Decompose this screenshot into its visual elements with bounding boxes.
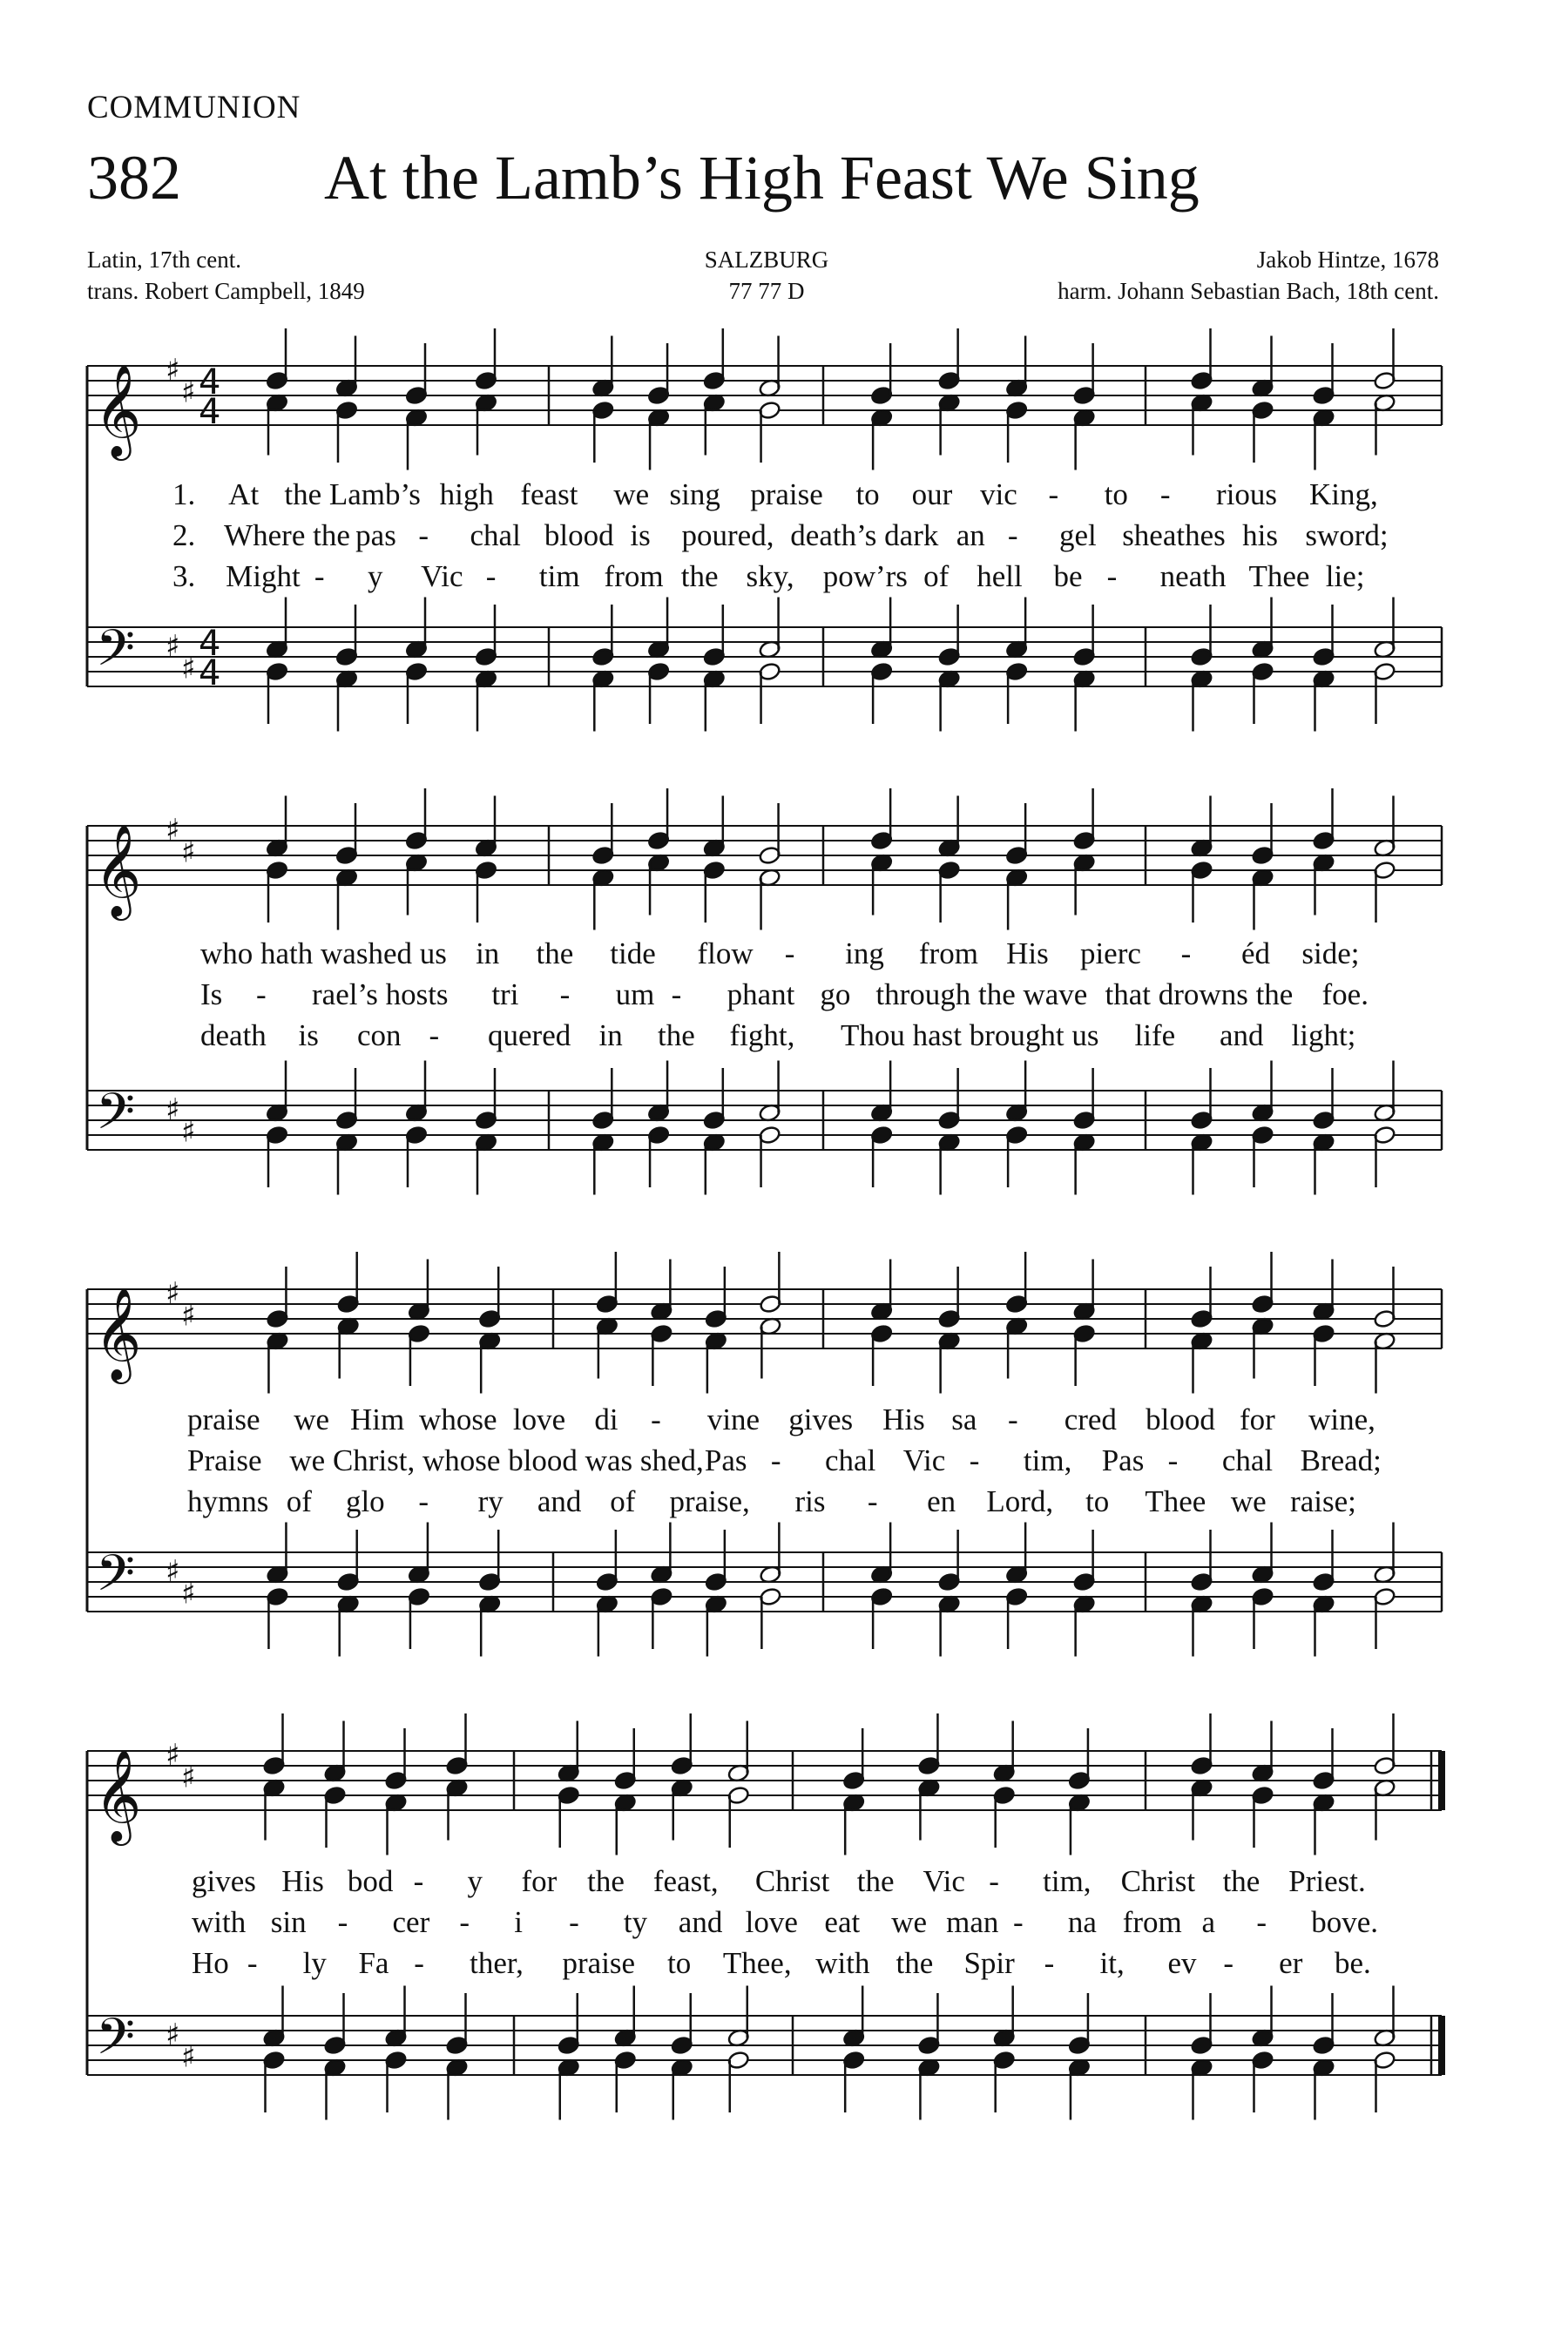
lyric-syllable: the Lamb’s bbox=[284, 477, 421, 511]
lyric-syllable: - bbox=[1167, 1443, 1179, 1477]
lyric-syllable: pas bbox=[355, 518, 396, 552]
lyric-syllable: rious bbox=[1216, 477, 1278, 511]
lyric-syllable: lie; bbox=[1325, 559, 1365, 593]
tune-name: SALZBURG bbox=[704, 247, 829, 273]
lyric-syllable: cer bbox=[392, 1905, 430, 1939]
lyric-syllable: Him bbox=[349, 1402, 405, 1436]
lyric-syllable: - bbox=[784, 936, 795, 970]
lyric-syllable: ing bbox=[845, 936, 884, 970]
lyric-syllable: i bbox=[514, 1905, 523, 1939]
lyric-syllable: ly bbox=[302, 1946, 327, 1980]
lyric-syllable: with bbox=[192, 1905, 247, 1939]
lyric-syllable: At bbox=[228, 477, 260, 511]
lyric-syllable: an bbox=[956, 518, 985, 552]
lyric-syllable: from bbox=[918, 936, 978, 970]
lyric-syllable: bod bbox=[347, 1864, 394, 1898]
lyric-syllable: y bbox=[467, 1864, 483, 1898]
lyric-syllable: - bbox=[1223, 1946, 1233, 1980]
lyric-syllable: and bbox=[1220, 1018, 1264, 1052]
lyric-syllable: Priest. bbox=[1288, 1864, 1366, 1898]
lyric-syllable: glo bbox=[345, 1484, 385, 1518]
lyric-syllable: - bbox=[413, 1864, 424, 1898]
lyric-syllable: gel bbox=[1058, 518, 1097, 552]
lyric-syllable: - bbox=[1106, 559, 1118, 593]
lyric-syllable: wine, bbox=[1308, 1402, 1375, 1436]
lyric-line bbox=[0, 559, 1568, 601]
lyric-syllable: tide bbox=[610, 936, 656, 970]
lyric-syllable: from bbox=[604, 559, 664, 593]
bass-clef-icon: 𝄢 bbox=[96, 618, 136, 690]
lyric-syllable: sin bbox=[270, 1905, 307, 1939]
lyric-syllable: gives bbox=[788, 1402, 854, 1436]
lyric-line bbox=[0, 518, 1568, 560]
lyric-syllable: whose bbox=[419, 1402, 497, 1436]
lyric-syllable: death bbox=[200, 1018, 267, 1052]
lyric-line bbox=[0, 977, 1568, 1019]
lyric-line bbox=[0, 477, 1568, 519]
lyric-syllable: Might bbox=[226, 559, 301, 593]
lyric-syllable: bove. bbox=[1311, 1905, 1379, 1939]
lyric-syllable: hymns bbox=[187, 1484, 269, 1518]
lyric-syllable: of bbox=[923, 559, 950, 593]
lyric-syllable: na bbox=[1067, 1905, 1097, 1939]
lyric-syllable: praise bbox=[750, 477, 823, 511]
lyric-syllable: hell bbox=[977, 559, 1023, 593]
lyric-syllable: - bbox=[770, 1443, 781, 1477]
lyric-syllable: - bbox=[459, 1905, 470, 1939]
lyric-syllable: en bbox=[927, 1484, 956, 1518]
sharp-icon: ♯ bbox=[166, 813, 180, 848]
lyric-syllable: blood bbox=[1146, 1402, 1215, 1436]
lyric-syllable: er bbox=[1279, 1946, 1303, 1980]
lyric-syllable: the bbox=[658, 1018, 695, 1052]
lyric-syllable: di bbox=[594, 1402, 618, 1436]
lyric-syllable: to bbox=[1085, 1484, 1110, 1518]
lyric-syllable: Vic bbox=[421, 559, 463, 593]
lyric-syllable: for bbox=[521, 1864, 558, 1898]
lyric-line bbox=[0, 936, 1568, 978]
lyric-syllable: high bbox=[439, 477, 494, 511]
treble-clef-icon: 𝄞 bbox=[94, 363, 142, 456]
lyric-syllable: the bbox=[536, 936, 574, 970]
lyric-syllable: tim, bbox=[1043, 1864, 1092, 1898]
text-source: Latin, 17th cent. bbox=[87, 247, 241, 273]
lyric-syllable: um bbox=[615, 977, 655, 1011]
lyric-syllable: sword; bbox=[1305, 518, 1389, 552]
sharp-icon: ♯ bbox=[181, 1576, 196, 1612]
lyric-syllable: be. bbox=[1334, 1946, 1371, 1980]
lyric-syllable: Thou hast brought us bbox=[841, 1018, 1099, 1052]
lyric-line bbox=[0, 1443, 1568, 1485]
lyric-syllable: - bbox=[1048, 477, 1059, 511]
lyric-syllable: we Christ, whose blood was shed, bbox=[289, 1443, 704, 1477]
lyric-syllable: - bbox=[314, 559, 325, 593]
lyric-syllable: in bbox=[476, 936, 500, 970]
lyric-syllable: who hath washed us bbox=[200, 936, 447, 970]
sharp-icon: ♯ bbox=[181, 375, 196, 410]
sharp-icon: ♯ bbox=[166, 2017, 180, 2053]
lyric-syllable: Spir bbox=[963, 1946, 1015, 1980]
lyric-syllable: - bbox=[1044, 1946, 1055, 1980]
lyric-syllable: Vic bbox=[923, 1864, 965, 1898]
time-signature-bottom: 4 bbox=[199, 392, 221, 432]
meter: 77 77 D bbox=[728, 278, 805, 304]
lyric-syllable: to bbox=[1104, 477, 1128, 511]
lyric-syllable: - bbox=[1159, 477, 1171, 511]
lyric-syllable: 1. bbox=[172, 477, 196, 511]
lyric-syllable: praise, bbox=[669, 1484, 750, 1518]
lyric-syllable: Thee, bbox=[722, 1946, 792, 1980]
lyric-syllable: Where the bbox=[224, 518, 350, 552]
lyric-syllable: foe. bbox=[1321, 977, 1369, 1011]
lyric-syllable: ty bbox=[623, 1905, 648, 1939]
lyric-syllable: the bbox=[680, 559, 719, 593]
lyric-syllable: cred bbox=[1064, 1402, 1117, 1436]
lyric-syllable: we bbox=[613, 477, 650, 511]
hymn-title: At the Lamb’s High Feast We Sing bbox=[324, 143, 1200, 213]
lyric-syllable: Bread; bbox=[1300, 1443, 1382, 1477]
lyric-syllable: His bbox=[281, 1864, 324, 1898]
lyric-syllable: Pas bbox=[1101, 1443, 1145, 1477]
lyric-syllable: his bbox=[1242, 518, 1278, 552]
lyric-syllable: - bbox=[989, 1864, 999, 1898]
lyric-syllable: rael’s hosts bbox=[312, 977, 449, 1011]
lyric-syllable: with bbox=[815, 1946, 870, 1980]
lyric-syllable: light; bbox=[1291, 1018, 1356, 1052]
lyric-syllable: - bbox=[671, 977, 682, 1011]
hymn-number: 382 bbox=[87, 143, 181, 213]
sharp-icon: ♯ bbox=[166, 629, 180, 665]
lyric-syllable: pierc bbox=[1079, 936, 1141, 970]
lyric-syllable: chal bbox=[825, 1443, 876, 1477]
sharp-icon: ♯ bbox=[166, 353, 180, 389]
lyric-syllable: we bbox=[891, 1905, 928, 1939]
lyric-syllable: life bbox=[1134, 1018, 1176, 1052]
translator: trans. Robert Campbell, 1849 bbox=[87, 278, 365, 304]
lyric-syllable: - bbox=[337, 1905, 348, 1939]
lyric-syllable: side; bbox=[1301, 936, 1360, 970]
lyric-syllable: con bbox=[357, 1018, 402, 1052]
lyric-syllable: His bbox=[882, 1402, 925, 1436]
lyric-syllable: the bbox=[587, 1864, 625, 1898]
lyric-syllable: sheathes bbox=[1122, 518, 1226, 552]
lyric-syllable: eat bbox=[824, 1905, 861, 1939]
lyric-syllable: be bbox=[1053, 559, 1083, 593]
sharp-icon: ♯ bbox=[166, 1276, 180, 1312]
lyric-syllable: - bbox=[569, 1905, 579, 1939]
bass-clef-icon: 𝄢 bbox=[96, 1544, 136, 1615]
lyric-syllable: and bbox=[537, 1484, 582, 1518]
lyric-line bbox=[0, 1946, 1568, 1988]
lyric-syllable: - bbox=[418, 518, 429, 552]
sharp-icon: ♯ bbox=[181, 2039, 196, 2075]
lyric-syllable: feast, bbox=[652, 1864, 719, 1898]
lyric-syllable: death’s dark bbox=[790, 518, 939, 552]
time-signature-top: 4 bbox=[199, 362, 221, 402]
lyric-syllable: ris bbox=[794, 1484, 826, 1518]
lyric-syllable: poured, bbox=[681, 518, 774, 552]
sharp-icon: ♯ bbox=[181, 651, 196, 686]
lyric-syllable: through the wave bbox=[875, 977, 1088, 1011]
lyric-syllable: chal bbox=[470, 518, 521, 552]
treble-clef-icon: 𝄞 bbox=[94, 1287, 142, 1380]
lyric-syllable: - bbox=[1007, 1402, 1018, 1436]
lyric-syllable: Ho bbox=[192, 1946, 229, 1980]
lyric-syllable: vic bbox=[980, 477, 1017, 511]
lyric-syllable: tri bbox=[491, 977, 519, 1011]
lyric-syllable: Christ bbox=[1120, 1864, 1196, 1898]
lyric-syllable: Pas bbox=[704, 1443, 747, 1477]
lyric-syllable: - bbox=[414, 1946, 424, 1980]
treble-clef-icon: 𝄞 bbox=[94, 823, 142, 916]
lyric-syllable: we bbox=[294, 1402, 330, 1436]
lyric-syllable: to bbox=[667, 1946, 692, 1980]
lyric-syllable: love bbox=[745, 1905, 798, 1939]
lyric-syllable: - bbox=[1256, 1905, 1267, 1939]
lyric-syllable: the bbox=[896, 1946, 934, 1980]
lyric-syllable: blood bbox=[544, 518, 614, 552]
lyric-syllable: pow’rs bbox=[822, 559, 908, 593]
lyric-syllable: His bbox=[1006, 936, 1049, 970]
lyric-syllable: Lord, bbox=[986, 1484, 1054, 1518]
lyric-syllable: - bbox=[256, 977, 267, 1011]
lyric-syllable: ry bbox=[477, 1484, 504, 1518]
lyric-syllable: Vic bbox=[902, 1443, 946, 1477]
lyric-syllable: - bbox=[418, 1484, 429, 1518]
lyric-syllable: sa bbox=[951, 1402, 977, 1436]
lyric-syllable: 3. bbox=[172, 559, 196, 593]
sharp-icon: ♯ bbox=[181, 1114, 196, 1150]
lyric-syllable: - bbox=[429, 1018, 440, 1052]
sharp-icon: ♯ bbox=[166, 1092, 180, 1128]
time-signature-bottom: 4 bbox=[199, 653, 221, 693]
lyric-syllable: man bbox=[946, 1905, 999, 1939]
lyric-syllable: to bbox=[855, 477, 880, 511]
lyric-syllable: from bbox=[1122, 1905, 1182, 1939]
lyric-syllable: - bbox=[1180, 936, 1192, 970]
sharp-icon: ♯ bbox=[181, 1760, 196, 1795]
lyric-syllable: phant bbox=[727, 977, 795, 1011]
time-signature-top: 4 bbox=[199, 624, 221, 664]
lyric-syllable: for bbox=[1240, 1402, 1275, 1436]
lyric-syllable: in bbox=[598, 1018, 623, 1052]
lyric-syllable: neath bbox=[1159, 559, 1227, 593]
lyric-syllable: sing bbox=[669, 477, 720, 511]
lyric-syllable: praise bbox=[187, 1402, 260, 1436]
lyric-syllable: a bbox=[1201, 1905, 1216, 1939]
lyric-syllable: that drowns the bbox=[1105, 977, 1294, 1011]
lyric-syllable: - bbox=[1007, 518, 1018, 552]
lyric-syllable: raise; bbox=[1290, 1484, 1356, 1518]
lyric-syllable: is bbox=[298, 1018, 319, 1052]
lyric-syllable: Is bbox=[200, 977, 223, 1011]
lyric-line bbox=[0, 1864, 1568, 1906]
lyric-syllable: of bbox=[610, 1484, 636, 1518]
lyric-syllable: - bbox=[485, 559, 497, 593]
lyric-syllable: - bbox=[247, 1946, 258, 1980]
lyric-syllable: chal bbox=[1221, 1443, 1274, 1477]
lyric-syllable: our bbox=[911, 477, 953, 511]
lyric-syllable: feast bbox=[520, 477, 578, 511]
lyric-syllable: ev bbox=[1167, 1946, 1197, 1980]
lyric-syllable: - bbox=[1012, 1905, 1024, 1939]
lyric-syllable: love bbox=[512, 1402, 566, 1436]
lyric-syllable: tim bbox=[538, 559, 580, 593]
lyric-syllable: King, bbox=[1309, 477, 1378, 511]
lyric-syllable: the bbox=[856, 1864, 895, 1898]
lyric-syllable: y bbox=[368, 559, 383, 593]
lyric-syllable: sky, bbox=[746, 559, 794, 593]
treble-clef-icon: 𝄞 bbox=[94, 1748, 142, 1842]
lyric-syllable: go bbox=[820, 977, 851, 1011]
lyric-syllable: we bbox=[1230, 1484, 1267, 1518]
lyric-syllable: Thee bbox=[1145, 1484, 1206, 1518]
lyric-syllable: - bbox=[969, 1443, 980, 1477]
lyric-syllable: and bbox=[678, 1905, 723, 1939]
lyric-line bbox=[0, 1402, 1568, 1444]
composer: Jakob Hintze, 1678 bbox=[1256, 247, 1439, 273]
sharp-icon: ♯ bbox=[166, 1554, 180, 1590]
harmonizer: harm. Johann Sebastian Bach, 18th cent. bbox=[1058, 278, 1439, 304]
sharp-icon: ♯ bbox=[181, 835, 196, 870]
sharp-icon: ♯ bbox=[166, 1738, 180, 1774]
lyric-syllable: praise bbox=[562, 1946, 636, 1980]
lyric-syllable: - bbox=[559, 977, 571, 1011]
sharp-icon: ♯ bbox=[181, 1298, 196, 1334]
lyric-syllable: 2. bbox=[172, 518, 196, 552]
bass-clef-icon: 𝄢 bbox=[96, 2007, 136, 2078]
lyric-syllable: vine bbox=[706, 1402, 760, 1436]
lyric-syllable: it, bbox=[1099, 1946, 1125, 1980]
section-heading: COMMUNION bbox=[87, 90, 301, 125]
lyric-line bbox=[0, 1905, 1568, 1947]
lyric-line bbox=[0, 1484, 1568, 1526]
lyric-line bbox=[0, 1018, 1568, 1060]
lyric-syllable: ther, bbox=[470, 1946, 524, 1980]
lyric-syllable: - bbox=[867, 1484, 878, 1518]
lyric-syllable: fight, bbox=[729, 1018, 795, 1052]
lyric-syllable: of bbox=[286, 1484, 312, 1518]
lyric-syllable: Christ bbox=[754, 1864, 830, 1898]
lyric-syllable: quered bbox=[488, 1018, 571, 1052]
lyric-syllable: éd bbox=[1240, 936, 1271, 970]
bass-clef-icon: 𝄢 bbox=[96, 1082, 136, 1153]
lyric-syllable: - bbox=[651, 1402, 661, 1436]
lyric-syllable: tim, bbox=[1023, 1443, 1072, 1477]
lyric-syllable: Thee bbox=[1248, 559, 1310, 593]
lyric-syllable: Praise bbox=[187, 1443, 262, 1477]
lyric-syllable: flow bbox=[697, 936, 754, 970]
lyric-syllable: the bbox=[1222, 1864, 1260, 1898]
lyric-syllable: is bbox=[630, 518, 651, 552]
lyric-syllable: gives bbox=[192, 1864, 256, 1898]
lyric-syllable: Fa bbox=[358, 1946, 389, 1980]
